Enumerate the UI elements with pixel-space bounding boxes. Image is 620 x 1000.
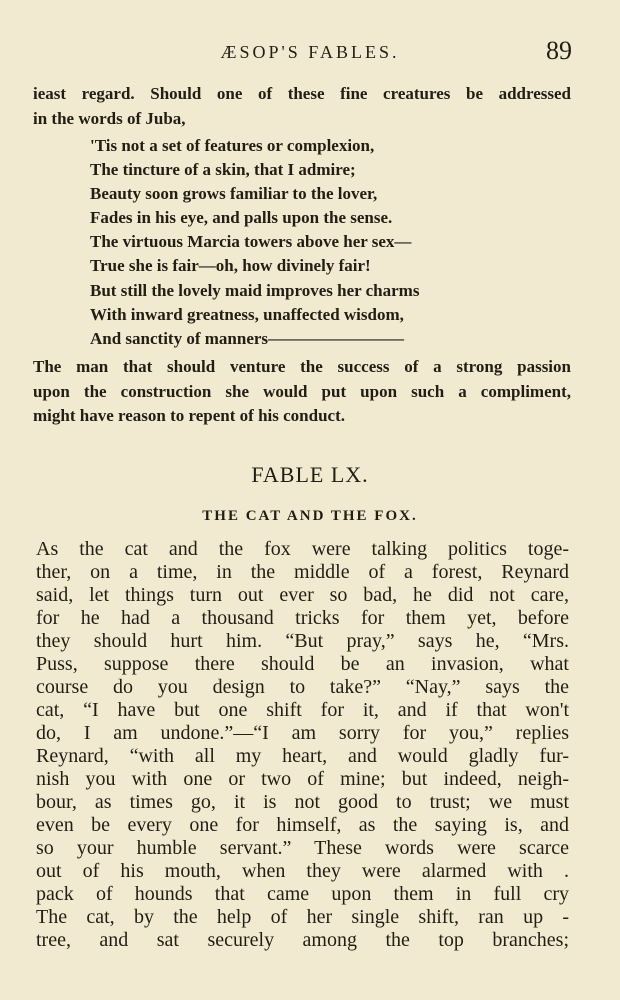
text-line: tree, and sat securely among the top branches;: [36, 929, 569, 951]
verse-line: Fades in his eye, and palls upon the sense.: [90, 208, 393, 227]
page-number: 89: [546, 36, 572, 65]
text-line: ther, on a time, in the middle of a forest, Reynard: [36, 561, 569, 583]
page-header: [0, 34, 620, 70]
text-line: The cat, by the help of her single shift, ran up -: [36, 906, 569, 928]
verse-line: 'Tis not a set of features or complexion,: [90, 136, 375, 155]
text-line: they should hurt him. “But pray,” says he, “Mrs.: [36, 630, 569, 652]
verse-line: The tincture of a skin, that I admire;: [90, 160, 356, 179]
text-line: do, I am undone.”—“I am sorry for you,” replies: [36, 722, 569, 744]
verse-line: Beauty soon grows familiar to the lover,: [90, 184, 378, 203]
text-line: might have reason to repent of his conduct.: [33, 406, 345, 425]
text-line: As the cat and the fox were talking politics toge-: [36, 538, 569, 560]
text-line: Puss, suppose there should be an invasion, what: [36, 653, 569, 675]
text-line: Reynard, “with all my heart, and would gladly fur-: [36, 745, 569, 767]
text-line: said, let things turn out ever so bad, he did not care,: [36, 584, 569, 606]
text-line: nish you with one or two of mine; but indeed, neigh-: [36, 768, 569, 790]
verse-line: With inward greatness, unaffected wisdom,: [90, 305, 404, 324]
text-line: in the words of Juba,: [33, 109, 186, 128]
text-line: pack of hounds that came upon them in full cry: [36, 883, 569, 905]
text-line: for he had a thousand tricks for them yet, before: [36, 607, 569, 629]
verse-line: True she is fair—oh, how divinely fair!: [90, 256, 371, 275]
text-line: bour, as times go, it is not good to trust; we must: [36, 791, 569, 813]
text-line: even be every one for himself, as the saying is, and: [36, 814, 569, 836]
text-line: out of his mouth, when they were alarmed with .: [36, 860, 569, 882]
fable-title: FABLE LX.: [251, 462, 369, 487]
text-line: upon the construction she would put upon such a compliment,: [33, 382, 571, 401]
verse-line: The virtuous Marcia towers above her sex—: [90, 232, 412, 251]
text-line: so your humble servant.” These words were scarce: [36, 837, 569, 859]
verse-line: And sanctity of manners————————: [90, 329, 405, 348]
verse-line: But still the lovely maid improves her charms: [90, 281, 420, 300]
running-title: ÆSOP'S FABLES.: [220, 42, 400, 62]
text-line: cat, “I have but one shift for it, and if that won't: [36, 699, 569, 721]
text-line: The man that should venture the success of a strong passion: [33, 357, 571, 376]
text-line: course do you design to take?” “Nay,” says the: [36, 676, 569, 698]
fable-subtitle: THE CAT AND THE FOX.: [202, 508, 418, 524]
text-line: ieast regard. Should one of these fine creatures be addressed: [33, 84, 571, 103]
